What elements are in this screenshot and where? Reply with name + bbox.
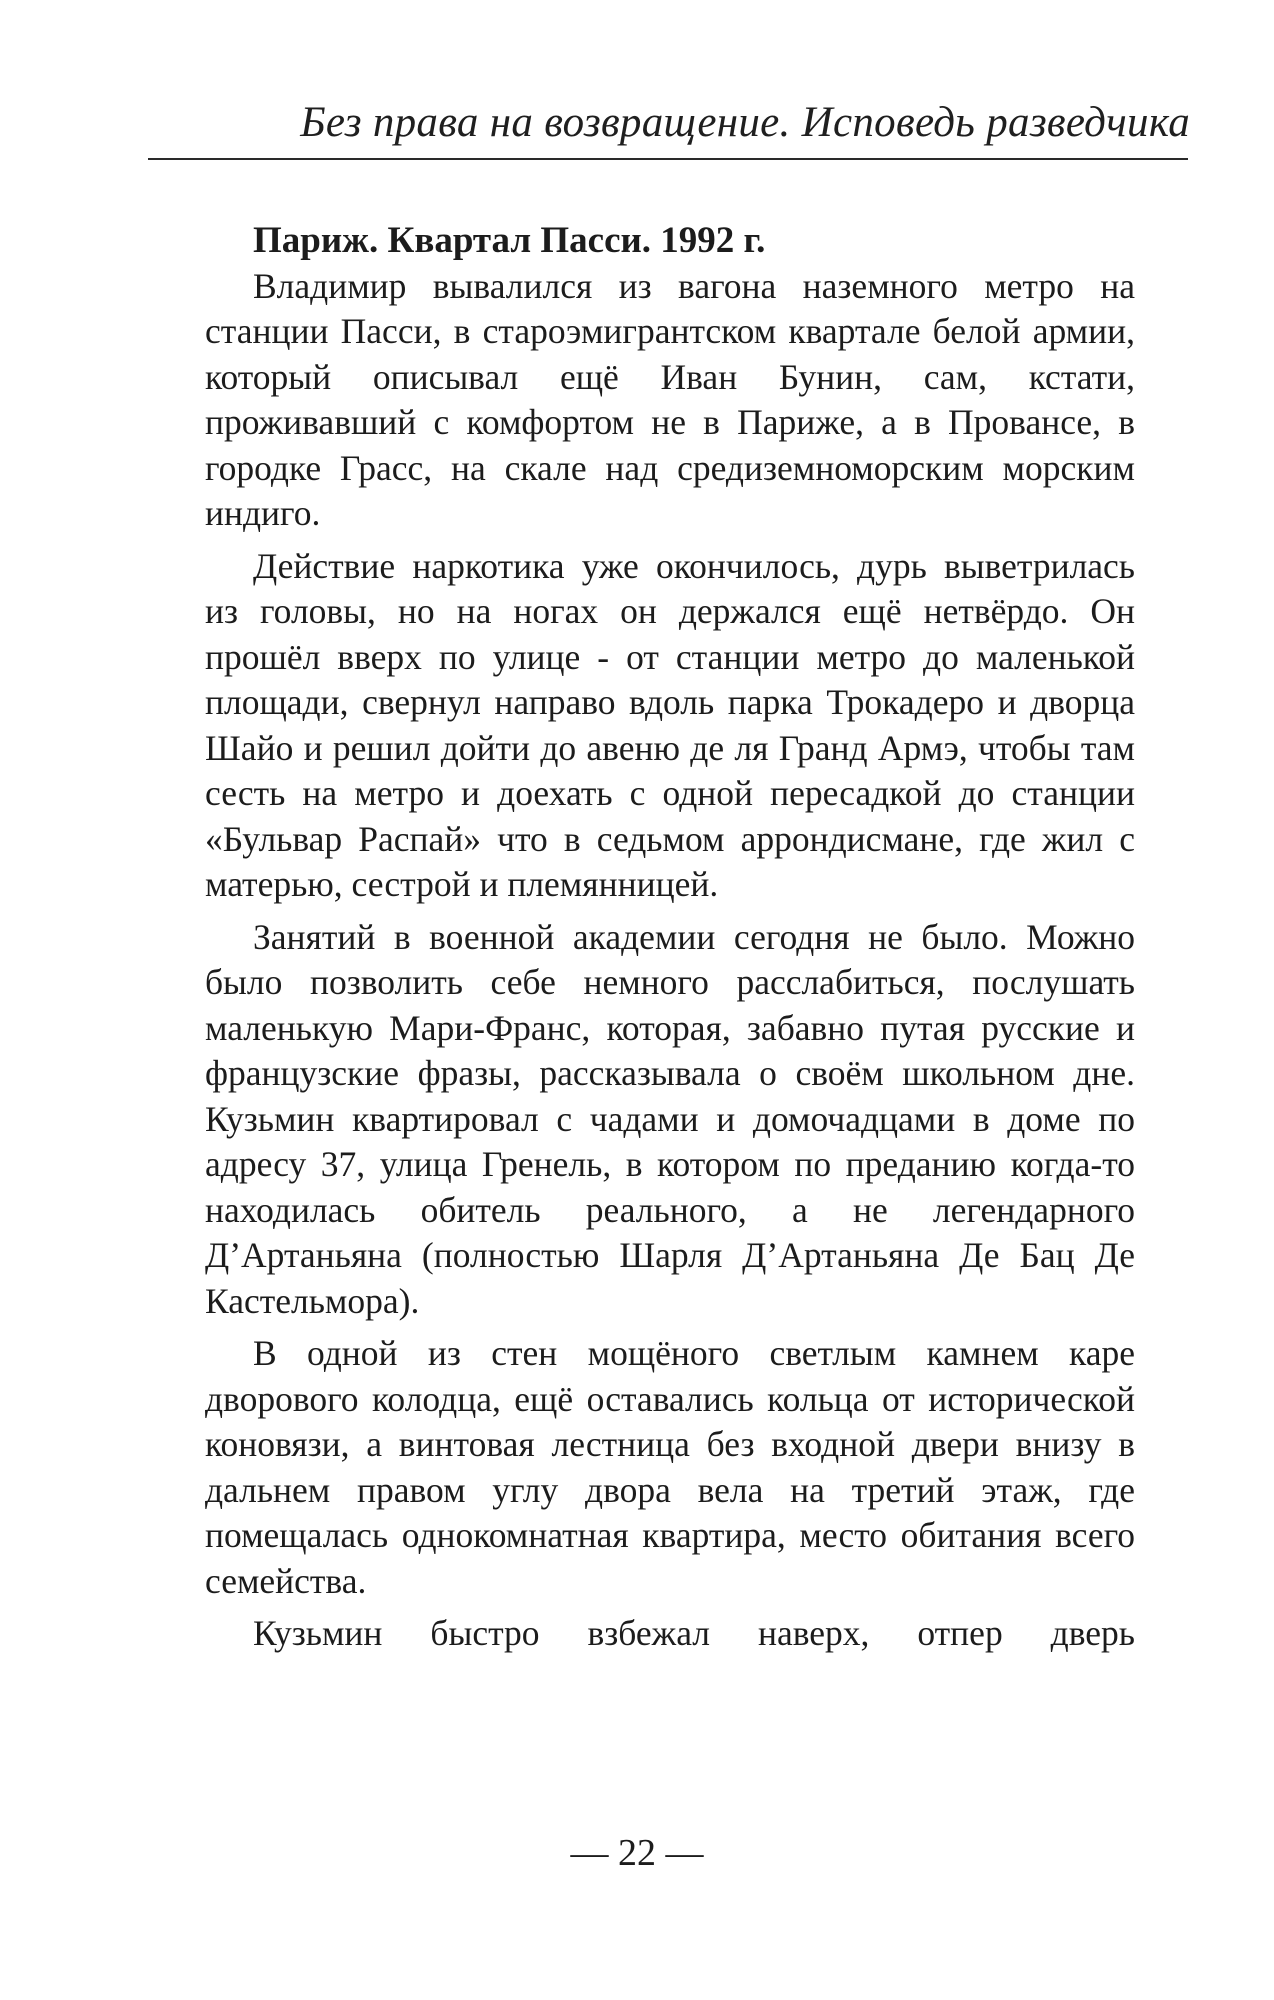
paragraph: В одной из стен мощёного светлым камнем каре дворового колодца, ещё оставались кольца от исторической коновязи, а винтовая лестница без входной двери внизу в дальнем правом углу двора вела на третий этаж, где помещалась однокомнатная квартира, место обитания всего семейства. bbox=[205, 1333, 1135, 1601]
page-number: — 22 — bbox=[570, 1832, 704, 1874]
paragraph: Кузьмин быстро взбежал наверх, отпер дверь bbox=[253, 1613, 1135, 1653]
paragraph: Владимир вывалился из вагона наземного метро на станции Пасси, в староэмигрантском квартале белой армии, который описывал ещё Иван Бунин, сам, кстати, проживавший с комфортом не в Париже, а в Провансе, в городке Грасс, на скале над средиземноморским морским индиго. bbox=[205, 265, 1135, 533]
header-rule bbox=[148, 158, 1188, 160]
paragraph: Действие наркотика уже окончилось, дурь выветрилась из головы, но на ногах он держался ещё нетвёрдо. Он прошёл вверх по улице - от станции метро до маленькой площади, свернул направо вдоль парка Трокадеро и дворца Шайо и решил дойти до авеню де ля Гранд Армэ, чтобы там сесть на метро и доехать с одной пересадкой до станции «Бульвар Распай» что в седьмом аррондисмане, где жил с матерью, сестрой и племянницей. bbox=[205, 545, 1135, 904]
running-head: Без права на возвращение. Исповедь разведчика bbox=[300, 99, 1190, 146]
paragraph: Занятий в военной академии сегодня не было. Можно было позволить себе немного расслабиться, послушать маленькую Мари-Франс, которая, забавно путая русские и французские фразы, рассказывала о своём школьном дне. Кузьмин квартировал с чадами и домочадцами в доме по адресу 37, улица Гренель, в котором по преданию когда-то находилась обитель реального, а не легендарного Д’Артаньяна (полностью Шарля Д’Артаньяна Де Бац Де Кастельмора). bbox=[205, 916, 1135, 1321]
section-title: Париж. Квартал Пасси. 1992 г. bbox=[253, 220, 766, 261]
body-text bbox=[205, 218, 1135, 1664]
